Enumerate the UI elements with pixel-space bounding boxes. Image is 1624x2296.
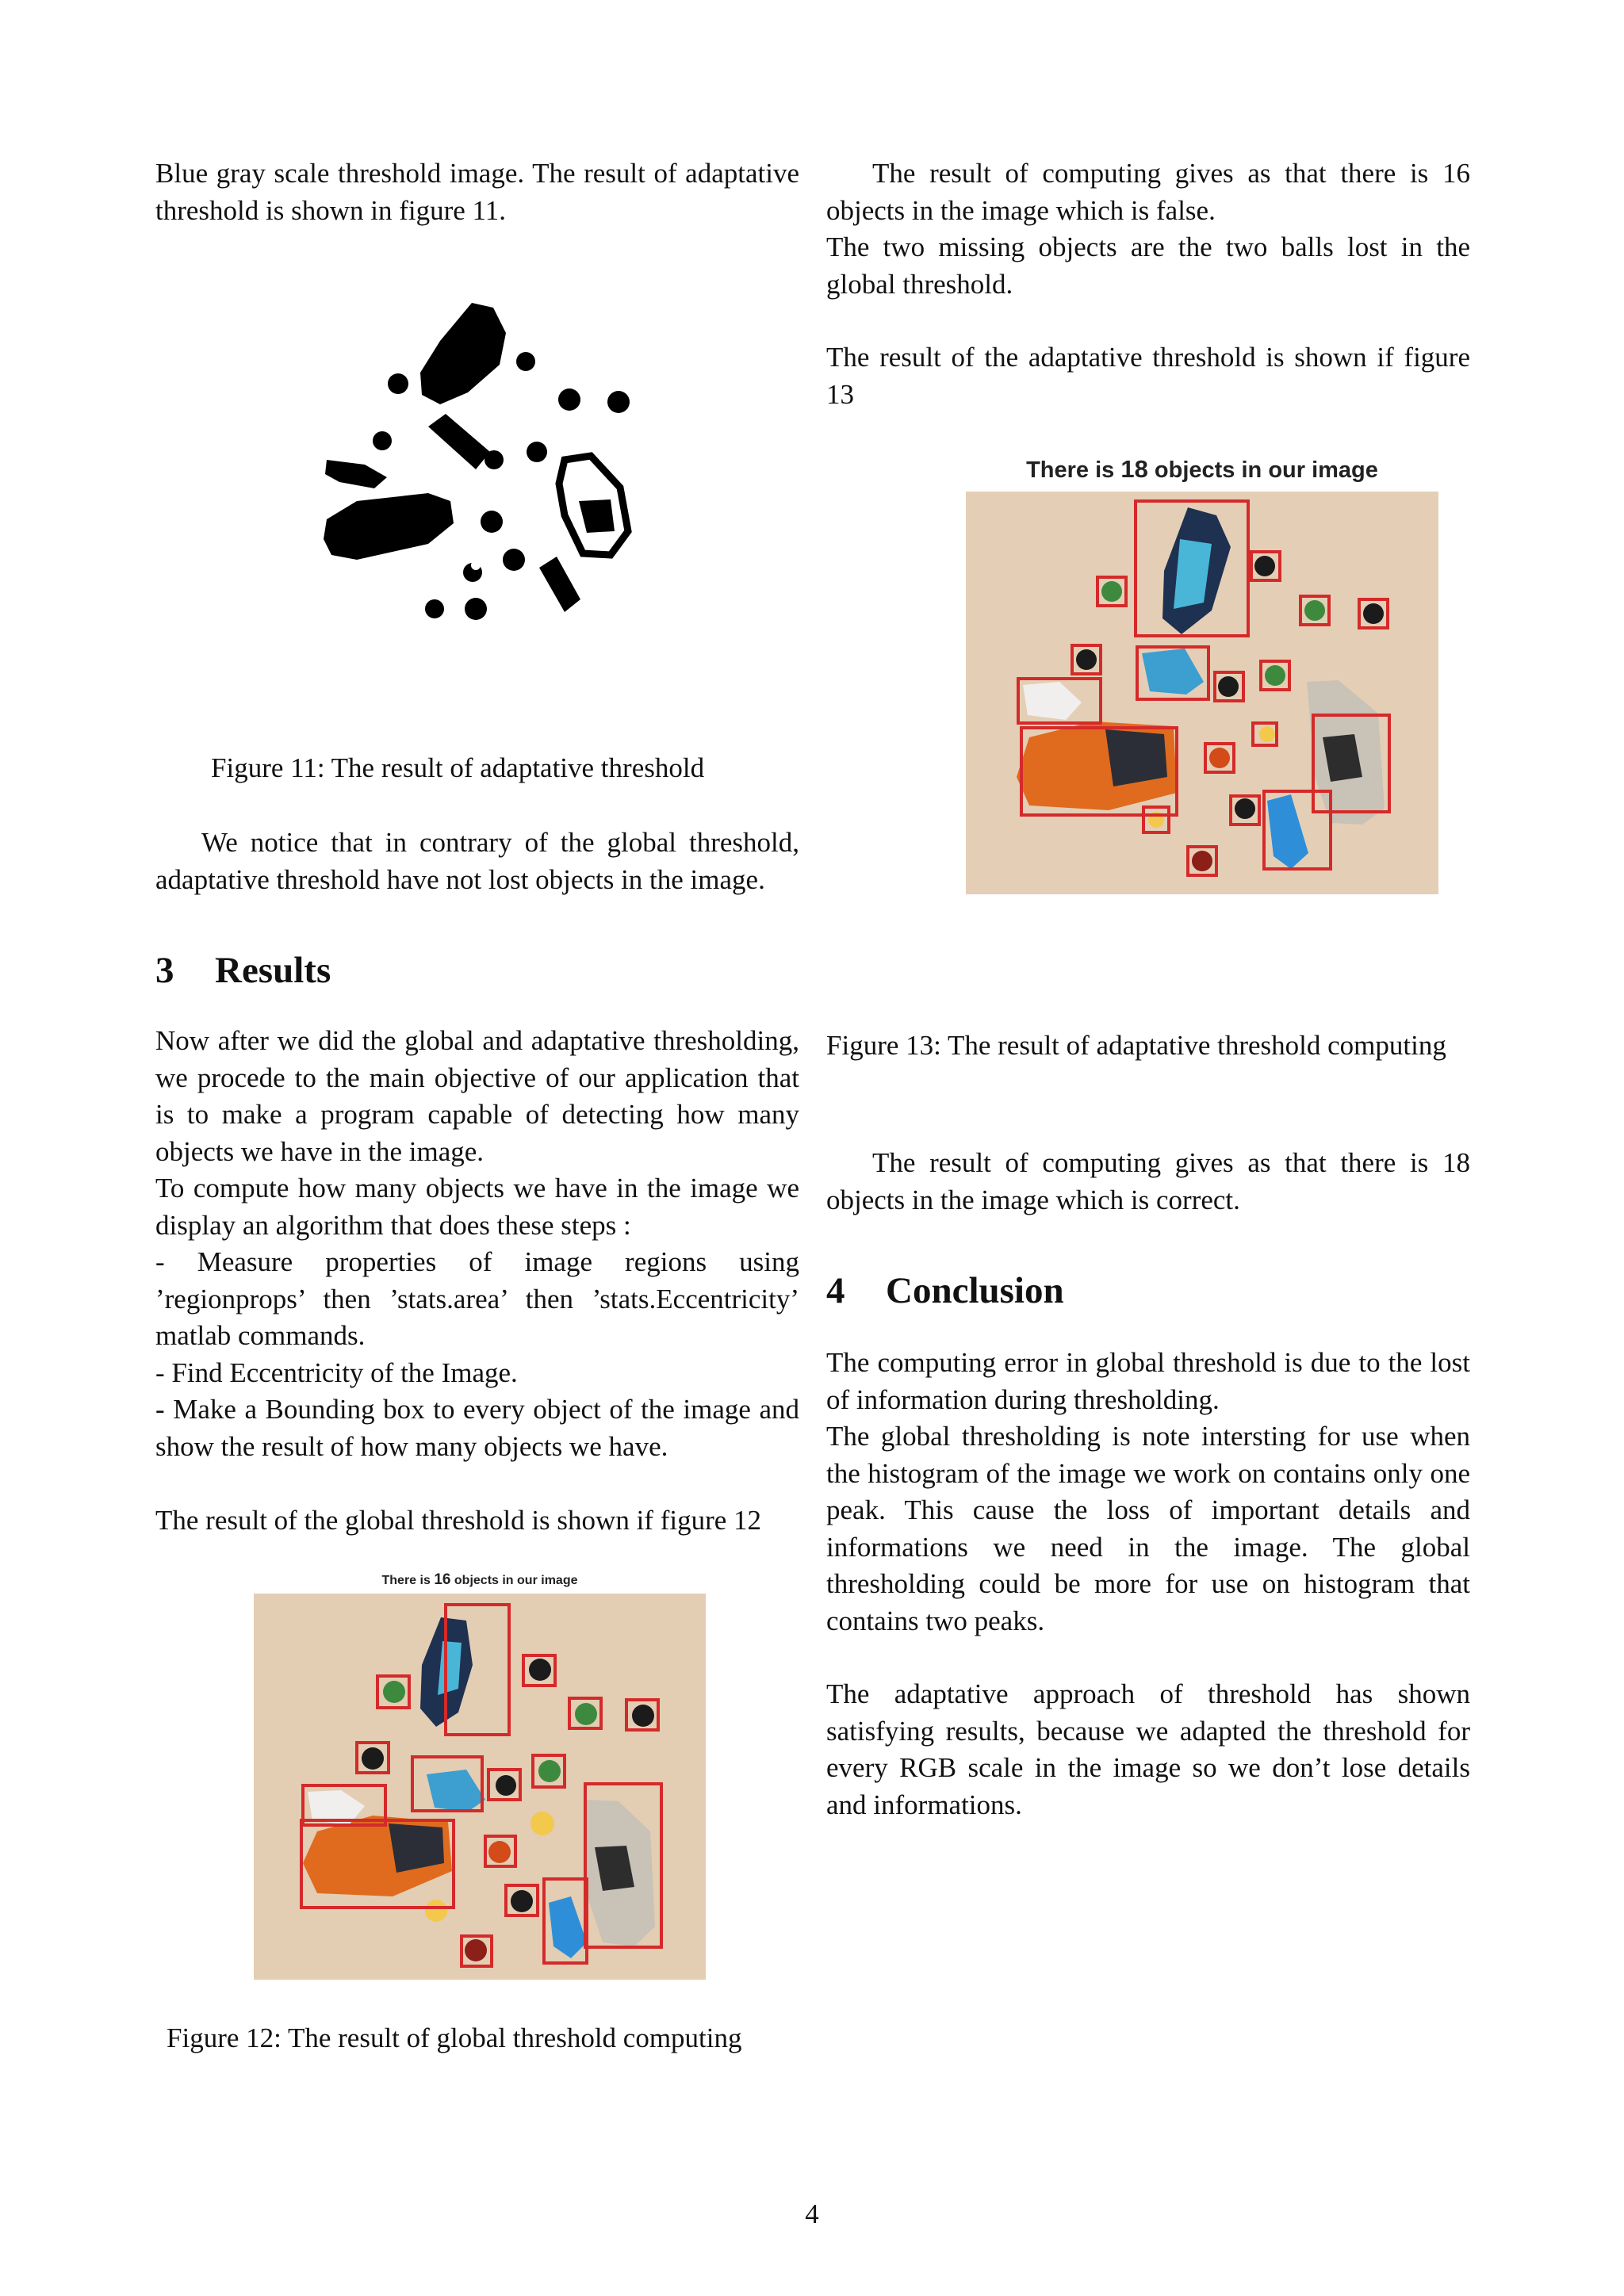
figure-11-caption: Figure 11: The result of adaptative threshold	[211, 752, 705, 783]
paragraph-intro: Blue gray scale threshold image. The result of adaptative threshold is shown in figure 11.	[155, 158, 799, 226]
figure-12-global-threshold-photo	[254, 1594, 706, 1980]
paragraph-notice: We notice that in contrary of the global threshold, adaptative threshold have not lost objects in the image.	[155, 827, 799, 895]
paragraph-18-result: The result of computing gives as that there is 18 objects in the image which is correct.	[826, 1147, 1470, 1215]
right-intro-paragraphs: The result of computing gives as that there is 16 objects in the image which is false. The two missing objects are the two balls lost in the global threshold. The result of the adaptative threshold is shown if figure 13	[826, 158, 1470, 410]
section-4-number: 4	[826, 1270, 845, 1311]
section-4-heading	[826, 1269, 1064, 1313]
figure-13-caption: Figure 13: The result of adaptative threshold computing	[826, 1030, 1446, 1061]
figure-13-title: There is 18 objects in our image	[1026, 455, 1378, 483]
figure-11-threshold-image	[309, 293, 658, 634]
section-3-title: Results	[215, 950, 331, 991]
results-body: Now after we did the global and adaptative thresholding, we procede to the main objective of our application that is to make a program capable of detecting how many objects we have in the image. To compute how many objects we have in the image we display an algorithm that does these steps : - Measure properties of image regions using ’regionprops’ then ’stats.area’ then ’stats.Eccentricity’ matlab commands. - Find Eccentricity of the Image. - Make a Bounding box to every object of the image and show the result of how many objects we have.	[155, 1025, 799, 1462]
page-number: 4	[805, 2198, 819, 2229]
conclusion-body: The computing error in global threshold is due to the lost of information during thresholding. The global thresholding is note intersting for use when the histogram of the image we work on contains only one peak. This cause the loss of important details and informations we need in the image. The global thresholding could be more for use on histogram that contains two peaks. The adaptative approach of threshold has shown satisfying results, because we adapted the threshold for every RGB scale in the image so we don’t lose details and informations.	[826, 1347, 1470, 1820]
figure-12-title: There is 16 objects in our image	[381, 1571, 578, 1588]
section-4-title: Conclusion	[886, 1270, 1064, 1311]
section-3-heading	[155, 948, 331, 993]
figure-12-caption: Figure 12: The result of global threshold computing	[167, 2022, 742, 2053]
section-3-number: 3	[155, 950, 174, 991]
figure-13-adaptive-threshold-photo	[966, 492, 1438, 894]
paragraph-global-result: The result of the global threshold is shown if figure 12	[155, 1505, 762, 1536]
